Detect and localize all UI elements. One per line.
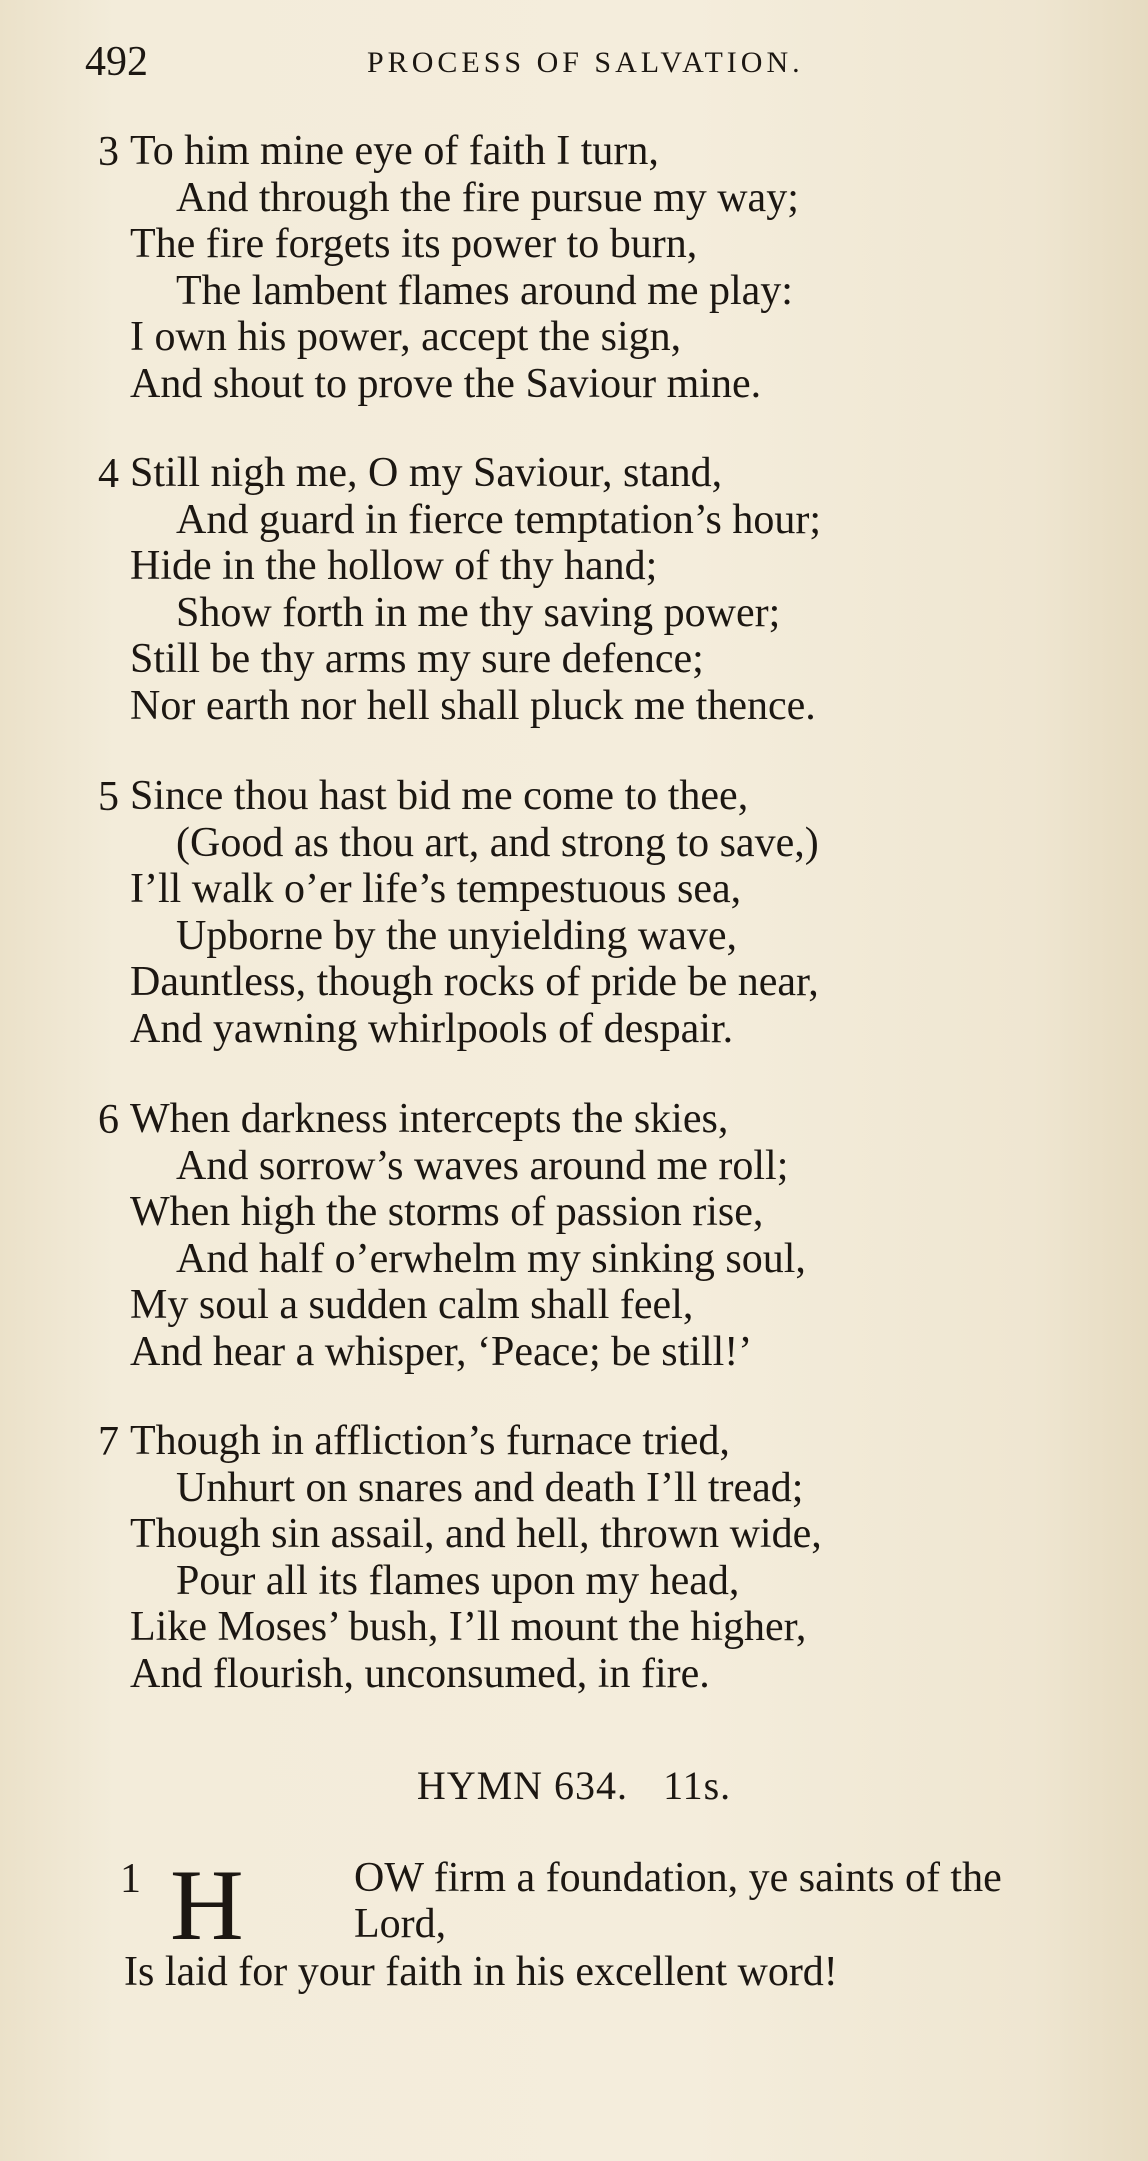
hymn-title: HYMN 634.	[416, 1763, 629, 1808]
verse-line: And sorrow’s waves around me roll;	[176, 1142, 789, 1189]
verse-line: And through the fire pursue my way;	[176, 174, 799, 221]
verse-line: My soul a sudden calm shall feel,	[130, 1282, 694, 1328]
page-header	[85, 38, 1085, 98]
verse-line: Like Moses’ bush, I’ll mount the higher,	[130, 1604, 807, 1650]
verse-line: I’ll walk o’er life’s tempestuous sea,	[130, 866, 742, 912]
verse-line: When darkness intercepts the skies,	[130, 1096, 729, 1142]
page-number: 492	[85, 39, 148, 85]
verse-line: Show forth in me thy saving power;	[176, 589, 781, 636]
verse-line: OW firm a foundation, ye saints of the	[354, 1855, 1002, 1901]
verse-line: And shout to prove the Saviour mine.	[130, 360, 762, 407]
hymn-meter: 11s.	[663, 1763, 732, 1808]
stanza-number: 3	[98, 129, 119, 175]
verse-line: Is laid for your faith in his excellent word!	[124, 1949, 838, 1995]
verse-line: And guard in fierce temptation’s hour;	[176, 496, 821, 543]
stanza-number: 7	[98, 1419, 119, 1465]
verse-line: And hear a whisper, ‘Peace; be still!’	[130, 1328, 753, 1375]
verse-line: Still nigh me, O my Saviour, stand,	[130, 450, 723, 496]
verse-line: Dauntless, though rocks of pride be near,	[130, 959, 819, 1005]
stanza-6	[98, 1096, 806, 1375]
verse-line: Still be thy arms my sure defence;	[130, 636, 704, 682]
verse-line: I own his power, accept the sign,	[130, 314, 682, 360]
verse-line: Since thou hast bid me come to thee,	[130, 773, 749, 819]
running-title: PROCESS OF SALVATION.	[367, 46, 804, 79]
verse-line: And half o’erwhelm my sinking soul,	[176, 1235, 806, 1282]
verse-line: The lambent flames around me play:	[176, 267, 793, 314]
verse-line: Lord,	[354, 1901, 447, 1947]
verse-line: Hide in the hollow of thy hand;	[130, 543, 658, 589]
stanza-5	[98, 773, 819, 1052]
hymn-heading	[0, 1762, 1148, 1809]
verse-line: The fire forgets its power to burn,	[130, 221, 698, 267]
verse-line: Pour all its flames upon my head,	[176, 1557, 740, 1604]
verse-line: Though sin assail, and hell, thrown wide,	[130, 1511, 822, 1557]
verse-line: Though in affliction’s furnace tried,	[130, 1418, 730, 1464]
verse-line: And yawning whirlpools of despair.	[130, 1005, 734, 1052]
stanza-number: 1	[120, 1856, 141, 1902]
verse-line: Unhurt on snares and death I’ll tread;	[176, 1464, 804, 1511]
stanza-number: 4	[98, 451, 119, 497]
verse-line: When high the storms of passion rise,	[130, 1189, 764, 1235]
stanza-7	[98, 1418, 822, 1697]
stanza-3	[98, 128, 799, 407]
stanza-number: 5	[98, 774, 119, 820]
stanza-number: 6	[98, 1097, 119, 1143]
verse-line: And flourish, unconsumed, in fire.	[130, 1650, 710, 1697]
verse-line: To him mine eye of faith I turn,	[130, 128, 659, 174]
stanza-4	[98, 450, 821, 729]
verse-line: Upborne by the unyielding wave,	[176, 912, 738, 959]
verse-line: Nor earth nor hell shall pluck me thence.	[130, 682, 816, 729]
verse-line: (Good as thou art, and strong to save,)	[176, 819, 819, 866]
drop-cap: H	[170, 1849, 244, 1962]
